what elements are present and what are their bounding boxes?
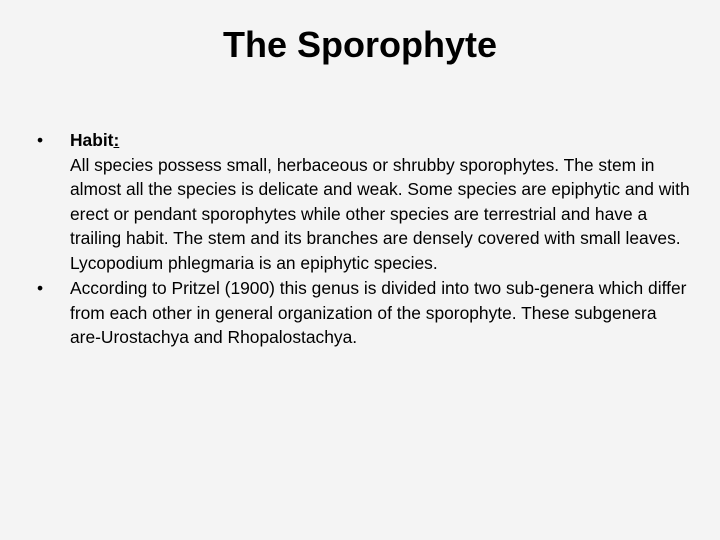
bullet-list	[30, 128, 690, 351]
bullet-heading	[70, 128, 690, 153]
bullet-marker: •	[36, 130, 44, 150]
bullet-marker: •	[36, 278, 44, 298]
bullet-text: All species possess small, herbaceous or shrubby sporophytes. The stem in almost all the species is delicate and weak. Some species are epiphytic and with erect or pendant sporophytes while other species are terrestrial and have a trailing habit. The stem and its branches are densely covered with small leaves. Lycopodium phlegmaria is an epiphytic species.	[70, 154, 690, 273]
bullet-item-habit	[30, 128, 690, 275]
bullet-text: According to Pritzel (1900) this genus is divided into two sub-genera which differ from each other in general organization of the sporophyte. These subgenera are-Urostachya and Rhopalostachya.	[70, 278, 687, 347]
bullet-heading-colon: :	[113, 130, 120, 150]
slide-title: The Sporophyte	[222, 24, 497, 65]
bullet-heading-text: Habit	[70, 130, 114, 150]
bullet-item-classification	[30, 276, 690, 350]
